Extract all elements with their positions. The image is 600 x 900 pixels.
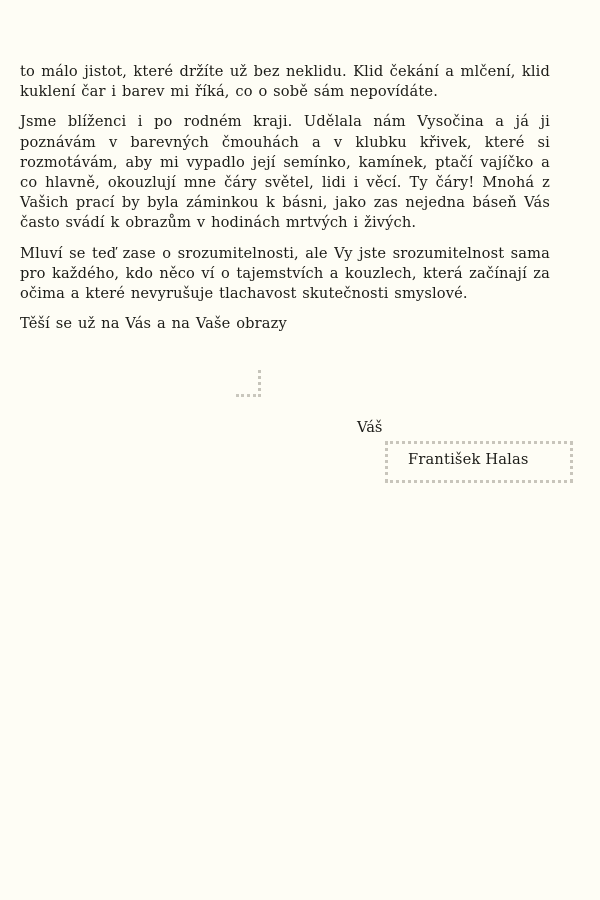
signature-name: František Halas [408,451,529,468]
paragraph-1: to málo jistot, které držíte už bez neklidu. Klid čekání a mlčení, klid kuklení čar i barev mi říká, co o sobě sám nepovídáte. [20,63,550,101]
salutation: Váš [357,419,383,436]
paragraph-2: Jsme blíženci i po rodném kraji. Udělala nám Vysočina a já ji poznávám v barevných čmouhách a v klubku křivek, které si rozmotávám, aby mi vypadlo její semínko, kamínek, ptačí vajíčko a co hlavně, okouzlují mne čáry světel, lidi i věcí. Ty čáry! Mnohá z Vašich prací by byla záminkou k básni, jako zas nejedna báseň Vás často svádí k obrazům v hodinách mrtvých i živých. [20,113,550,232]
letter-body [20,62,550,344]
signature-box [385,441,573,483]
paragraph-3: Mluví se teď zase o srozumitelnosti, ale Vy jste srozumitelnost sama pro každého, kdo něco ví o tajemstvích a kouzlech, která začínají za očima a které nevyrušuje tlachavost skutečnosti smyslové. [20,244,550,303]
stamp-corner-mark [236,370,261,397]
closing-line: Těší se už na Vás a na Vaše obrazy [20,315,287,333]
